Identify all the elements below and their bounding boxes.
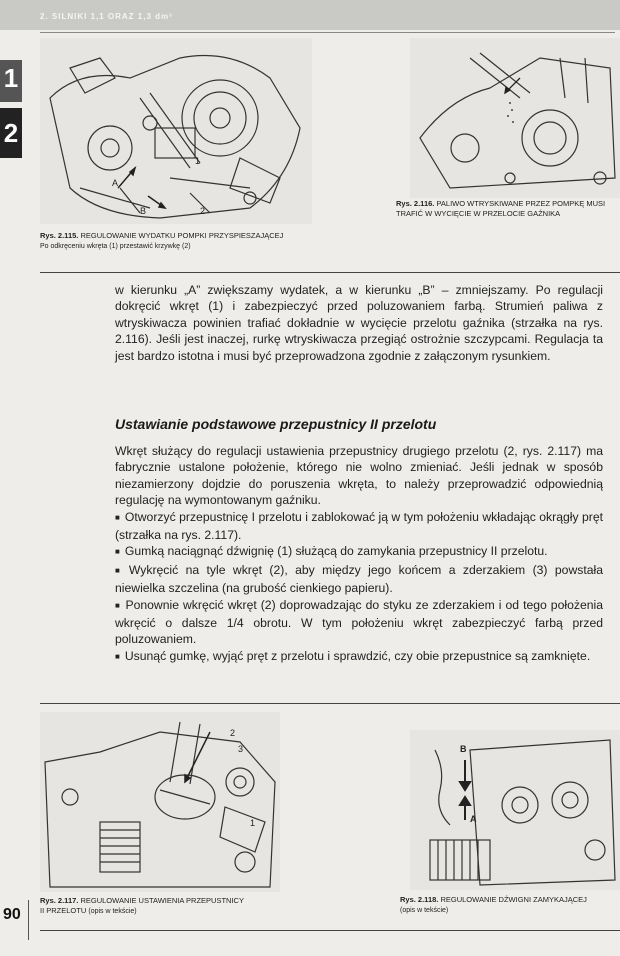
chapter-tab-1: 1 <box>0 60 22 102</box>
label-a: A <box>112 178 119 188</box>
step-1: ■ Otworzyć przepustnicę I przelotu i zablokować ją w tym położeniu wkładając okrągły pręt (strzałka na rys. 2.117). <box>115 509 603 544</box>
label-a: A <box>470 814 477 824</box>
chapter-tab-2: 2 <box>0 108 22 158</box>
label-1: 1 <box>250 818 256 828</box>
paragraph-1 <box>115 282 603 364</box>
carburetor-drawing-116 <box>410 38 620 198</box>
carburetor-drawing-118 <box>410 730 620 890</box>
paragraph-1-text: w kierunku „A” zwiększamy wydatek, a w kierunku „B” – zmniejszamy. Po regulacji dokręcić wkręt (1) i zabezpieczyć przed poluzowaniem farbą. Strumień paliwa z wtryskiwacza powinien trafiać dokładnie w wycięcie przelotu gaźnika (strzałka na rys. 2.116). Jeśli jest inaczej, rurkę wtryskiwacza przegiąć ostrożnie szczypcami. Regulacja ta jest bardzo istotna i musi być przeprowadzona zgodnie z załączonym rysunkiem. <box>115 283 603 363</box>
section-rule-bottom <box>40 703 620 704</box>
carburetor-drawing-117 <box>40 712 280 892</box>
figure-2-116 <box>410 38 620 198</box>
caption-text: REGULOWANIE USTAWIENIA PRZEPUSTNICY <box>80 896 244 905</box>
caption-text: PALIWO WTRYSKIWANE PRZEZ POMPKĘ MUSI <box>436 199 606 208</box>
caption-2-118 <box>400 895 620 916</box>
page-number: 90 <box>3 906 21 923</box>
caption-text: REGULOWANIE WYDATKU POMPKI PRZYSPIESZAJĄCEJ <box>80 231 284 240</box>
figure-2-118 <box>410 730 620 890</box>
caption-text-2: TRAFIĆ W WYCIĘCIE W PRZELOCIE GAŹNIKA <box>396 209 561 218</box>
caption-title: Rys. 2.115. <box>40 231 79 240</box>
label-b: B <box>460 744 467 754</box>
caption-text-2: II PRZELOTU <box>40 906 87 915</box>
caption-text: REGULOWANIE DŹWIGNI ZAMYKAJĄCEJ <box>440 895 587 904</box>
running-header-text: 2. SILNIKI 1,1 ORAZ 1,3 dm³ <box>40 12 173 21</box>
step-4: ■ Ponownie wkręcić wkręt (2) doprowadzając do styku ze zderzakiem i od tego położenia wkręcić o dalsze 1/4 obrotu. W tym położeniu wkręt zabezpieczyć farbą przed poluzowaniem. <box>115 597 603 648</box>
caption-title: Rys. 2.118. <box>400 895 439 904</box>
caption-2-116 <box>396 199 620 219</box>
label-2: 2 <box>200 206 206 216</box>
label-2: 2 <box>230 728 236 738</box>
caption-title: Rys. 2.116. <box>396 199 435 208</box>
carburetor-drawing-115 <box>40 38 312 224</box>
step-5: ■ Usunąć gumkę, wyjąć pręt z przelotu i sprawdzić, czy obie przepustnice są zamknięte. <box>115 648 603 666</box>
page-number-divider <box>28 900 29 940</box>
step-2: ■ Gumką naciągnąć dźwignię (1) służącą do zamykania przepustnicy II przelotu. <box>115 543 603 561</box>
label-3: 3 <box>238 744 244 754</box>
top-rule <box>40 32 615 33</box>
footer-rule <box>40 930 620 931</box>
caption-note: (opis w tekście) <box>400 907 449 914</box>
caption-note: Po odkręceniu wkręta (1) przestawić krzywkę (2) <box>40 243 191 250</box>
caption-2-115 <box>40 231 320 252</box>
section-rule-top <box>40 272 620 273</box>
caption-title: Rys. 2.117. <box>40 896 79 905</box>
paragraph-2-text: Wkręt służący do regulacji ustawienia przepustnicy drugiego przelotu (2, rys. 2.117) ma fabrycznie ustalone położenie, którego nie wolno zmieniać. Jeśli jednak w sposób niezamierzony dojdzie do poruszenia wkręta, to należy przeprowadzić odpowiednią regulację na wymontowanym gaźniku. <box>115 444 603 508</box>
label-b: B <box>140 206 147 216</box>
section-body <box>115 443 603 666</box>
caption-note: (opis w tekście) <box>88 908 137 915</box>
caption-2-117 <box>40 896 290 917</box>
label-1: 1 <box>195 156 201 166</box>
section-heading: Ustawianie podstawowe przepustnicy II przelotu <box>115 416 437 432</box>
figure-2-115 <box>40 38 312 224</box>
figure-2-117 <box>40 712 280 892</box>
step-3: ■ Wykręcić na tyle wkręt (2), aby między jego końcem a zderzakiem (3) powstała niewielka szczelina (na grubość cienkiego papieru). <box>115 562 603 597</box>
